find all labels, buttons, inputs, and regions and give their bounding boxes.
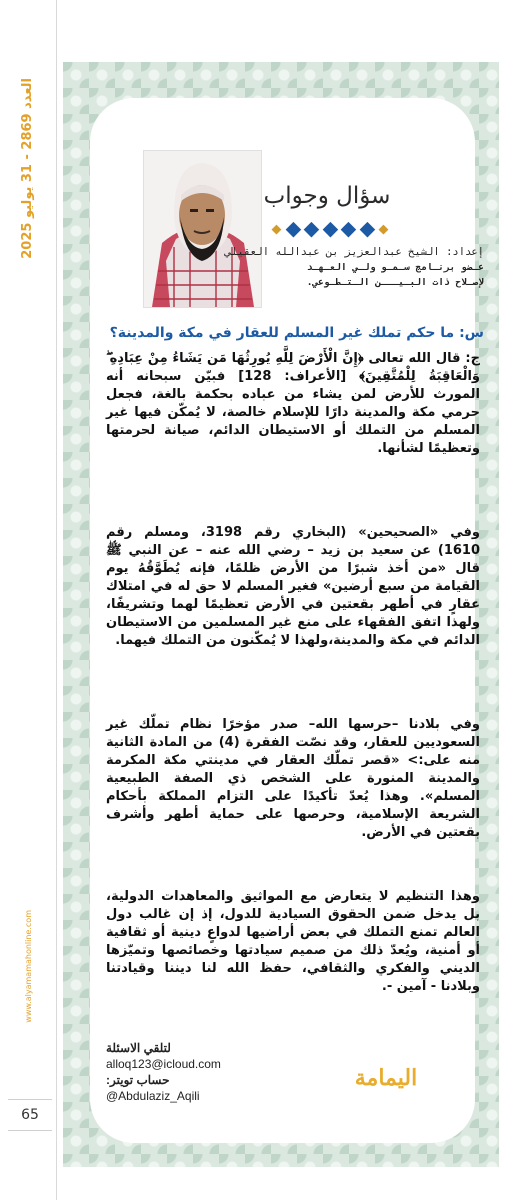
page-spine: [0, 0, 57, 1200]
paragraph-text: وهذا التنظيم لا يتعارض مع المواثيق والمعاهدات الدولية، بل يدخل ضمن الحقوق السيادية للدول، إذ إن غالب دول العالم تمنع التملك في بعض أراضيها لدواعٍ دينية أو ثقافية أو أمنية، ويُعدّ ذلك من صميم سيادتها وخصائصها وتميّزها الديني والفكري والثقافي، حفظ الله لنا ديننا وقيادتنا وبلادنا - آمين -.: [106, 889, 480, 994]
answer-paragraph-3: [106, 716, 480, 842]
magazine-logo: اليمامة: [354, 1065, 418, 1091]
ornament-diamond: [379, 224, 389, 234]
ornament-diamond: [272, 224, 282, 234]
author-role-line-2: لإصـلاح ذات البـيـــن الـتـطـوعي.: [306, 277, 484, 288]
ornament-diamond: [285, 221, 300, 236]
paragraph-text: ج: قال الله تعالى ﴿إِنَّ الْأَرْضَ لِلَّهِ يُورِثُهَا مَن يَشَاءُ مِنْ عِبَادِهِ ۖ وَالْعَاقِبَةُ لِلْمُتَّقِينَ﴾ [الأعراف: 128] فبيّن سبحانه أنه المورث للأرض لمن يشاء من عباده بحكمة بالغة، فجعل حرمي مكة والمدينة دارًا للإسلام خالصة، لا يُمكّن فيها غير المسلم من التملك أو الاستيطان الدائم، صيانة لحرمتها وتعظيمًا لشأنها.: [106, 351, 480, 456]
page-number: 65: [8, 1099, 52, 1131]
issue-label: العدد 2869 - 31 يوليو 2025: [20, 78, 35, 259]
author-role-line-1: عـضو برنـامج سـمـو ولـي العـهـد: [306, 262, 484, 273]
title-ornament: [270, 220, 390, 238]
ornament-diamond: [322, 221, 337, 236]
ornament-diamond: [304, 221, 319, 236]
paragraph-text: وفي «الصحيحين» (البخاري رقم 3198، ومسلم رقم 1610) عن سعيد بن زيد – رضي الله عنه – عن النبي ﷺ قال «من أخذ شبرًا من الأرض ظلمًا، فإنه يُطَوَّقُهُ يوم القيامة من سبع أرضين» فغير المسلم لا حق له في امتلاك عقارٍ في أطهر بقعتين في الأرض تعظيمًا لهما وتشريفًا، ولهذا اتفق الفقهاء على منع غير المسلمين من الاستيطان الدائم في مكة والمدينة،ولهذا لا يُمكّنون من التملك فيهما.: [106, 525, 480, 648]
contact-email[interactable]: alloq123@icloud.com: [106, 1057, 221, 1071]
contact-block: [106, 1040, 306, 1104]
author-info: [224, 244, 484, 290]
ornament-diamond: [341, 221, 356, 236]
section-title: سؤال وجواب: [263, 183, 391, 209]
author-portrait-illustration: [144, 151, 261, 307]
answer-paragraph-1: [106, 350, 480, 458]
paragraph-text: وفي بلادنا –حرسها الله– صدر مؤخرًا نظام تملّك غير السعوديين للعقار، وقد نصّت الفقرة (4) من المادة الثانية منه على:> «قصر تملّك العقار في مدينتي مكة المكرمة والمدينة المنورة على الشخص ذي الصفة الطبيعية المسلم». وهذا يُعدّ تأكيدًا على التزام المملكة بأحكام الشريعة الإسلامية، وحرصها على حماية أطهر وأشرف بقعتين في الأرض.: [106, 717, 480, 840]
author-photo: [143, 150, 262, 308]
answer-paragraph-2: [106, 524, 480, 650]
twitter-handle[interactable]: @Abdulaziz_Aqili: [106, 1089, 200, 1103]
website-label[interactable]: www.alyamamahonline.com: [24, 910, 33, 1023]
answer-paragraph-4: [106, 888, 480, 996]
twitter-label: حساب تويتر:: [106, 1073, 170, 1087]
questions-label: لتلقي الاسئلة: [106, 1041, 171, 1055]
question-heading: س: ما حكم تملك غير المسلم للعقار في مكة والمدينة؟: [109, 325, 484, 341]
ornament-diamond: [359, 221, 374, 236]
author-name: إعداد: الشيخ عبدالعزيز بن عبدالله العقيلي: [224, 246, 484, 258]
